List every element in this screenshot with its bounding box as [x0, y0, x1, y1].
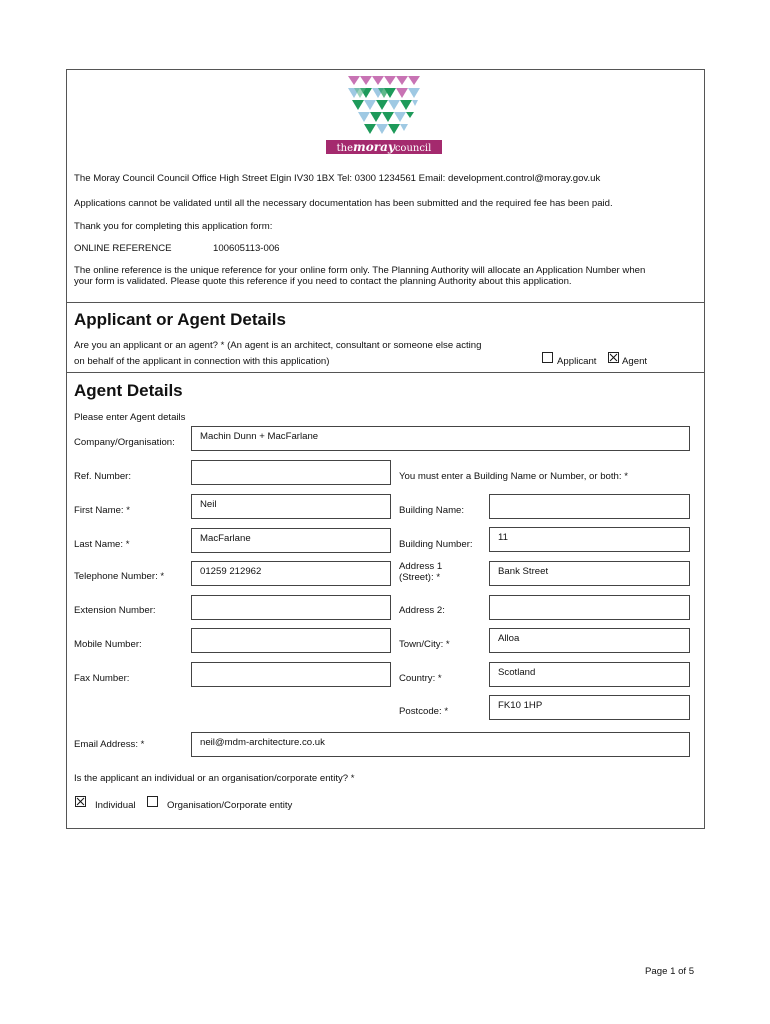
applicant-checkbox[interactable]	[542, 352, 553, 363]
first-name-input[interactable]: Neil	[191, 494, 391, 519]
mobile-label: Mobile Number:	[74, 639, 142, 650]
agent-intro-text: Please enter Agent details	[74, 412, 186, 423]
ref-number-label: Ref. Number:	[74, 471, 132, 482]
council-address-line: The Moray Council Council Office High Street Elgin IV30 1BX Tel: 0300 1234561 Email: development.control@moray.gov.uk	[74, 173, 601, 184]
email-input[interactable]: neil@mdm-architecture.co.uk	[191, 732, 690, 757]
mobile-input[interactable]	[191, 628, 391, 653]
fax-label: Fax Number:	[74, 673, 130, 684]
entity-question: Is the applicant an individual or an organisation/corporate entity? *	[74, 773, 355, 784]
online-reference-label: ONLINE REFERENCE	[74, 243, 172, 254]
fax-input[interactable]	[191, 662, 391, 687]
reference-note-line2: your form is validated. Please quote this reference if you need to contact the planning Authority about this application.	[74, 276, 572, 287]
building-number-input[interactable]: 11	[489, 527, 690, 552]
validation-note: Applications cannot be validated until all the necessary documentation has been submitted and the required fee has been paid.	[74, 198, 613, 209]
organisation-option-label: Organisation/Corporate entity	[167, 800, 293, 811]
telephone-label: Telephone Number: *	[74, 571, 165, 582]
country-input[interactable]: Scotland	[489, 662, 690, 687]
thank-you-text: Thank you for completing this application form:	[74, 221, 273, 232]
applicant-option-label: Applicant	[557, 356, 597, 367]
extension-label: Extension Number:	[74, 605, 156, 616]
agent-checkbox[interactable]	[608, 352, 619, 363]
first-name-label: First Name: *	[74, 505, 130, 516]
address1-label-line1: Address 1	[399, 561, 443, 572]
postcode-label: Postcode: *	[399, 706, 449, 717]
ref-number-input[interactable]	[191, 460, 391, 485]
individual-option-label: Individual	[95, 800, 136, 811]
organisation-checkbox[interactable]	[147, 796, 158, 807]
online-reference-value: 100605113-006	[213, 243, 280, 254]
town-label: Town/City: *	[399, 639, 450, 650]
building-name-input[interactable]	[489, 494, 690, 519]
individual-checkbox[interactable]	[75, 796, 86, 807]
logo-wordmark: themoraycouncil	[326, 140, 442, 154]
country-label: Country: *	[399, 673, 442, 684]
applicant-question-line1: Are you an applicant or an agent? * (An agent is an architect, consultant or someone else acting	[74, 340, 482, 351]
telephone-input[interactable]: 01259 212962	[191, 561, 391, 586]
checkmark-x-icon	[609, 353, 618, 362]
address1-input[interactable]: Bank Street	[489, 561, 690, 586]
building-number-label: Building Number:	[399, 539, 473, 550]
building-name-label: Building Name:	[399, 505, 465, 516]
building-requirement-note: You must enter a Building Name or Number, or both: *	[399, 471, 628, 482]
last-name-input[interactable]: MacFarlane	[191, 528, 391, 553]
extension-input[interactable]	[191, 595, 391, 620]
applicant-section-title: Applicant or Agent Details	[74, 310, 286, 329]
last-name-label: Last Name: *	[74, 539, 130, 550]
agent-option-label: Agent	[622, 356, 648, 367]
email-label: Email Address: *	[74, 739, 145, 750]
town-input[interactable]: Alloa	[489, 628, 690, 653]
address2-input[interactable]	[489, 595, 690, 620]
page-number: Page 1 of 5	[645, 966, 695, 977]
reference-note-line1: The online reference is the unique reference for your online form only. The Planning Authority will allocate an Application Number when	[74, 265, 646, 276]
company-label: Company/Organisation:	[74, 437, 175, 448]
checkmark-x-icon	[76, 797, 85, 806]
address1-label-line2: (Street): *	[399, 572, 441, 583]
postcode-input[interactable]: FK10 1HP	[489, 695, 690, 720]
applicant-question-line2: on behalf of the applicant in connection with this application)	[74, 356, 330, 367]
agent-section-title: Agent Details	[74, 381, 183, 400]
address2-label: Address 2:	[399, 605, 445, 616]
company-input[interactable]: Machin Dunn + MacFarlane	[191, 426, 690, 451]
moray-council-logo	[348, 76, 420, 138]
